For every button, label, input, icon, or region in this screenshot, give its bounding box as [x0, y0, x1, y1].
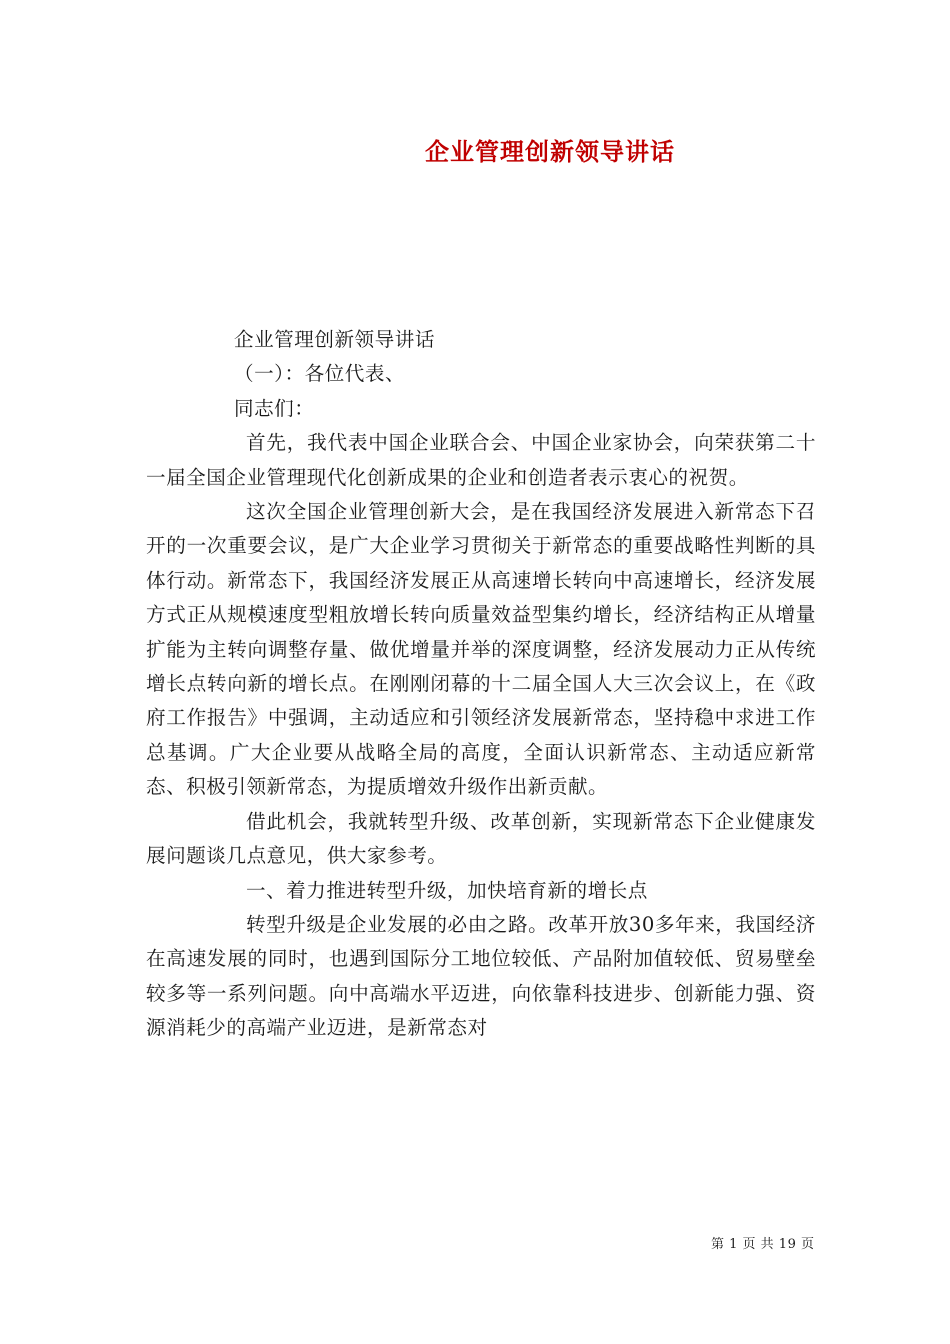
section-heading: 一、着力推进转型升级，加快培育新的增长点 [246, 878, 648, 902]
section-paragraph: 转型升级是企业发展的必由之路。改革开放30多年来，我国经济在高速发展的同时，也遇到国际分工地位较低、产品附加值较低、贸易壁垒较多等一系列问题。向中高端水平迈进，向依靠科技进步、创新能力强、资源消耗少的高端产业迈进，是新常态对 [146, 912, 816, 1040]
paragraph-3: 借此机会，我就转型升级、改革创新，实现新常态下企业健康发展问题谈几点意见，供大家参考。 [146, 809, 816, 868]
salutation-line-2: 同志们： [234, 396, 315, 420]
document-title: 企业管理创新领导讲话 [425, 137, 675, 166]
page-number: 第 1 页 共 19 页 [711, 1237, 815, 1252]
paragraph-2: 这次全国企业管理创新大会，是在我国经济发展进入新常态下召开的一次重要会议，是广大企业学习贯彻关于新常态的重要战略性判断的具体行动。新常态下，我国经济发展正从高速增长转向中高速增长，经济发展方式正从规模速度型粗放增长转向质量效益型集约增长，经济结构正从增量扩能为主转向调整存量、做优增量并举的深度调整，经济发展动力正从传统增长点转向新的增长点。在刚刚闭幕的十二届全国人大三次会议上，在《政府工作报告》中强调，主动适应和引领经济发展新常态，坚持稳中求进工作总基调。广大企业要从战略全局的高度，全面认识新常态、主动适应新常态、积极引领新常态，为提质增效升级作出新贡献。 [146, 500, 816, 799]
document-subtitle: 企业管理创新领导讲话 [234, 328, 435, 351]
document-body [146, 323, 816, 1046]
paragraph-1: 首先，我代表中国企业联合会、中国企业家协会，向荣获第二十一届全国企业管理现代化创新成果的企业和创造者表示衷心的祝贺。 [146, 431, 816, 489]
salutation-line-1: （一）：各位代表、 [234, 362, 406, 386]
